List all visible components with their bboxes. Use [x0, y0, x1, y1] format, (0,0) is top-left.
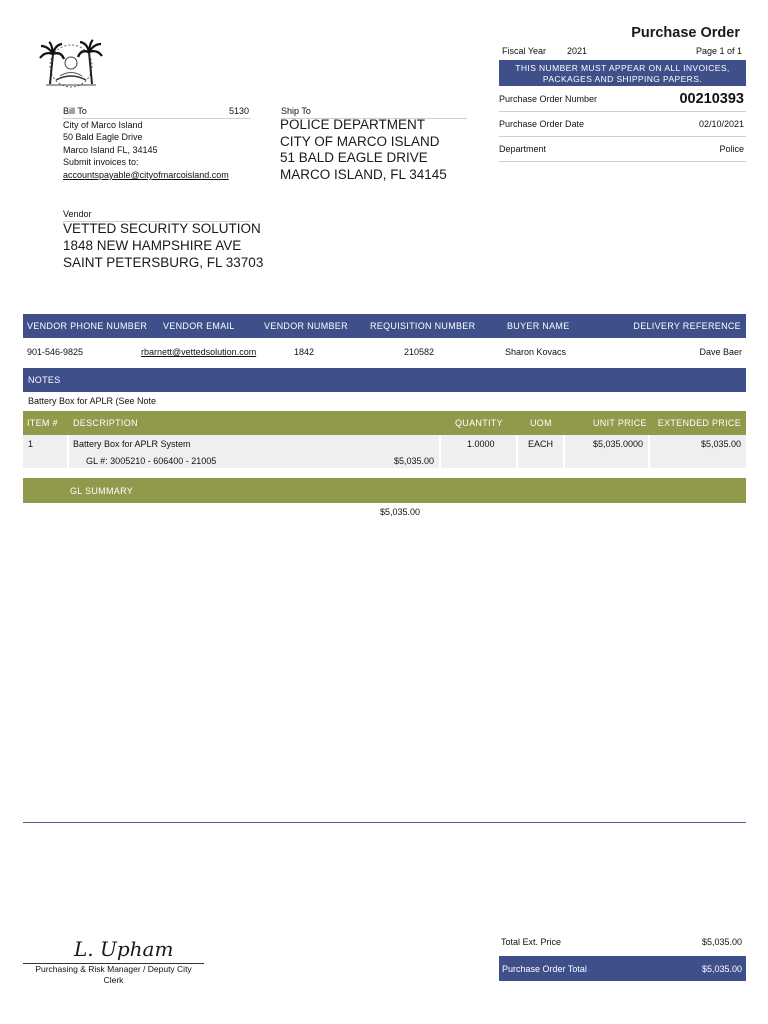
- buyer-name-cell: Sharon Kovacs: [505, 347, 567, 357]
- department-label: Department: [499, 144, 547, 154]
- total-ext-price-label: Total Ext. Price: [501, 937, 562, 947]
- gl-summary-label: GL SUMMARY: [70, 486, 134, 496]
- signature-title: [23, 964, 204, 986]
- column-header-quantity: QUANTITY: [455, 418, 503, 428]
- vendor-line: VETTED SECURITY SOLUTION: [63, 221, 261, 236]
- bill-to-line: Submit invoices to:: [63, 157, 139, 168]
- item-gl-amount: $5,035.00: [394, 456, 435, 466]
- vendor-phone-cell: 901-546-9825: [27, 347, 84, 357]
- notice-line-2: PACKAGES AND SHIPPING PAPERS.: [542, 74, 703, 84]
- column-divider: [67, 435, 69, 468]
- bill-to-line: 50 Bald Eagle Drive: [63, 132, 143, 143]
- notes-label: NOTES: [28, 375, 61, 385]
- column-header-delivery-reference: DELIVERY REFERENCE: [633, 321, 741, 331]
- column-header-description: DESCRIPTION: [73, 418, 138, 428]
- po-total-value: $5,035.00: [701, 963, 742, 974]
- vendor-email-link[interactable]: rbarnett@vettedsolution.com: [141, 347, 257, 357]
- vendor-line: 1848 NEW HAMPSHIRE AVE: [63, 238, 242, 253]
- column-header-vendor-email: VENDOR EMAIL: [163, 321, 235, 331]
- ship-to-label: Ship To: [281, 106, 311, 116]
- vendor-number-cell: 1842: [294, 347, 315, 357]
- footer-divider: [23, 822, 746, 823]
- requisition-number-cell: 210582: [404, 347, 435, 357]
- signature-image: [72, 934, 174, 964]
- signature-title-line-2: Clerk: [103, 975, 124, 985]
- ship-to-address: [280, 117, 447, 184]
- gl-summary-header: [23, 478, 746, 503]
- total-ext-price-value: $5,035.00: [701, 937, 742, 947]
- ship-to-line: MARCO ISLAND, FL 34145: [280, 167, 447, 183]
- city-seal-logo: [36, 36, 106, 92]
- item-description-cell: Battery Box for APLR System: [73, 439, 191, 449]
- column-header-requisition-number: REQUISITION NUMBER: [370, 321, 476, 331]
- notes-text: Battery Box for APLR (See Note: [28, 396, 157, 406]
- item-unit-price-cell: $5,035.0000: [593, 439, 644, 449]
- gl-summary-total: $5,035.00: [380, 507, 421, 517]
- page-number: Page 1 of 1: [695, 46, 742, 56]
- column-header-extended-price: EXTENDED PRICE: [657, 418, 741, 428]
- item-quantity-cell: 1.0000: [467, 439, 495, 449]
- column-header-vendor-number: VENDOR NUMBER: [264, 321, 348, 331]
- bill-to-address: [63, 119, 158, 169]
- po-total-row: [499, 956, 746, 981]
- bill-to-line: Marco Island FL, 34145: [63, 144, 158, 155]
- vendor-table-header: [23, 314, 746, 338]
- total-ext-price-row: [499, 932, 746, 952]
- delivery-reference-cell: Dave Baer: [699, 347, 742, 357]
- column-divider: [516, 435, 518, 468]
- po-date-value: 02/10/2021: [698, 119, 744, 129]
- page-title: Purchase Order: [631, 25, 740, 41]
- notice-banner: [499, 60, 746, 86]
- signature-text: L. Upham: [74, 937, 174, 961]
- item-number-cell: 1: [28, 439, 34, 449]
- items-table-header: [23, 411, 746, 435]
- vendor-line: SAINT PETERSBURG, FL 33703: [63, 255, 264, 270]
- department-row: [499, 137, 746, 162]
- vendor-address: [63, 220, 263, 271]
- item-uom-cell: EACH: [528, 439, 554, 449]
- column-divider: [648, 435, 650, 468]
- column-divider: [563, 435, 565, 468]
- department-value: Police: [719, 144, 744, 154]
- column-divider: [439, 435, 441, 468]
- po-date-row: [499, 112, 746, 137]
- bill-to-number: 5130: [229, 106, 250, 116]
- bill-to-line: City of Marco Island: [63, 120, 143, 130]
- bill-to-email-link[interactable]: accountspayable@cityofmarcoisland.com: [63, 170, 229, 180]
- column-header-item-number: ITEM #: [27, 418, 58, 428]
- signature-title-line-1: Purchasing & Risk Manager / Deputy City: [35, 964, 192, 974]
- table-row: [23, 435, 746, 468]
- fiscal-year-label: Fiscal Year: [502, 46, 547, 56]
- notice-line-1: THIS NUMBER MUST APPEAR ON ALL INVOICES,: [515, 63, 730, 73]
- notes-header: [23, 368, 746, 392]
- column-header-buyer-name: BUYER NAME: [507, 321, 570, 331]
- po-number-value: 00210393: [679, 90, 744, 107]
- column-header-uom: UOM: [530, 418, 552, 428]
- ship-to-line: 51 BALD EAGLE DRIVE: [280, 150, 428, 166]
- ship-to-line: CITY OF MARCO ISLAND: [280, 133, 440, 149]
- column-header-vendor-phone: VENDOR PHONE NUMBER: [27, 321, 148, 331]
- vendor-label: Vendor: [63, 209, 92, 219]
- item-extended-price-cell: $5,035.00: [700, 439, 741, 449]
- po-number-row: [499, 86, 746, 112]
- po-total-label: Purchase Order Total: [502, 963, 587, 974]
- po-date-label: Purchase Order Date: [499, 119, 585, 129]
- column-header-unit-price: UNIT PRICE: [593, 418, 647, 428]
- ship-to-line: POLICE DEPARTMENT: [280, 117, 426, 132]
- po-number-label: Purchase Order Number: [499, 93, 598, 104]
- item-gl-account: GL #: 3005210 - 606400 - 21005: [86, 456, 217, 466]
- fiscal-year-value: 2021: [567, 46, 588, 56]
- bill-to-label: Bill To: [63, 106, 87, 116]
